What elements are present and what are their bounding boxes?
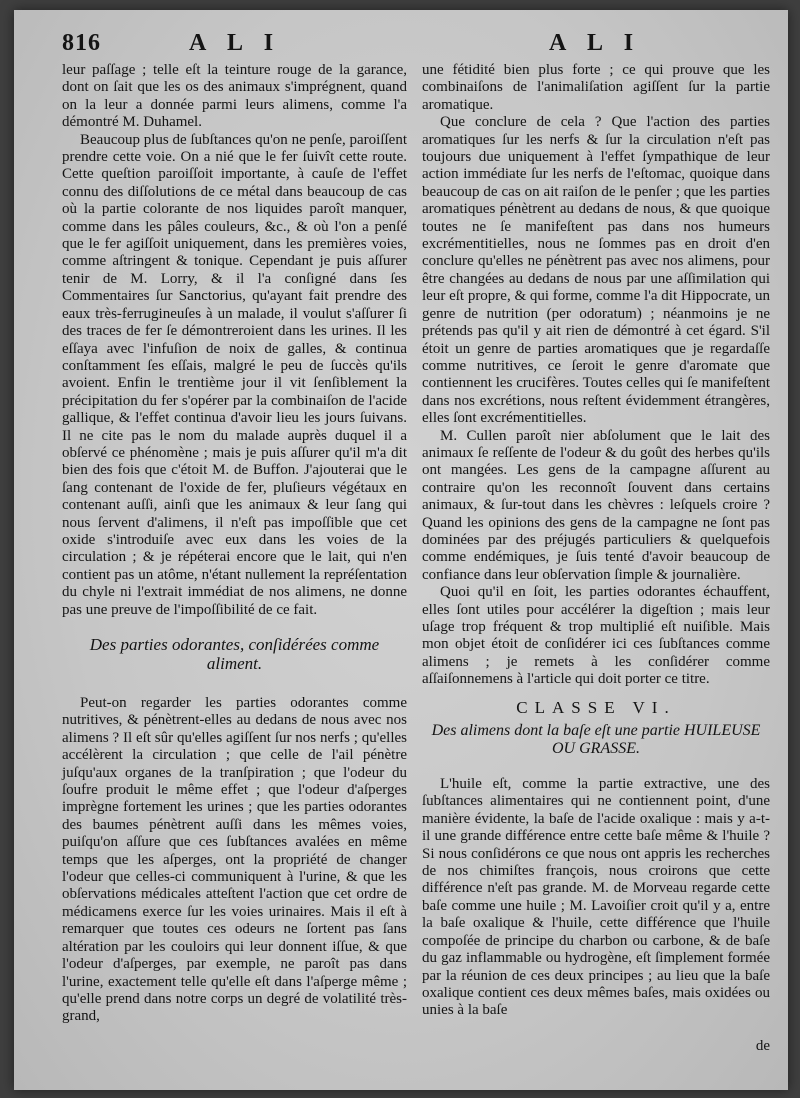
catchword: de [755,1038,770,1054]
page-number: 816 [62,30,101,56]
book-page [14,10,788,1090]
class-subtitle: Des alimens dont la baſe eſt une partie HUILEUSE OU GRASSE. [431,722,761,758]
paragraph: une fétidité bien plus forte ; ce qui prouve que les combinaiſons de l'animaliſation agiſſent ſur la partie aromatique. [422,62,770,113]
paragraph: L'huile eſt, comme la partie extractive, une des ſubſtances alimentaires qui ne contiennent point, d'une manière évidente, la baſe de l'acide oxalique : mais y a-t-il une grande différence entre cette baſe même & l'huile ? Si nous conſidérons ce que nous ont appris les recherches de nos chimiſtes françois, nous croirons que cette différence n'eſt pas grande. M. de Morveau regarde cette baſe comme une huile ; M. Lavoiſier croit qu'il y a, entre la baſe oxalique & l'huile, cette différence que l'huile compoſée de principe du charbon ou carbone, & de baſe du gaz inflammable ou hydrogène, eſt ſimplement formée par la réunion de ces deux principes ; au lieu que la baſe oxalique contient ces deux mêmes baſes, mais oxidées ou unies à la baſe [422,776,770,1019]
running-title-right: A L I [549,30,642,56]
paragraph: Beaucoup plus de ſubſtances qu'on ne penſe, paroiſſent prendre cette voie. On a nié que le fer ſuivît cette route. Cette queſtion paroiſſoit importante, à cauſe de l'effet connu des diſſolutions de ce métal dans beaucoup de cas où la partie colorante de nos liquides paroît manquer, comme dans les pâles couleurs, &c., & où l'on a penſé que le fer agiſſoit uniquement, dans les premières voies, comme aſtringent & tonique. Cependant je puis aſſurer tenir de M. Lorry, & il l'a conſigné dans ſes Commentaires ſur Sanctorius, qu'ayant fait prendre des eaux très-ferrugineuſes à un malade, il voulut s'aſſurer ſi des traces de fer ſe démontreroient dans les urines. Il les eſſaya avec l'infuſion de noix de galles, & continua conſtamment ſes eſſais, malgré le peu de ſuccès qu'ils avoient. Enfin le trentième jour il vit ſenſiblement la précipitation du fer s'opérer par la combinaiſon de l'acide gallique, & l'effet continua d'avoir lieu les jours ſuivans. Il ne cite pas le nom du malade auprès duquel il a obſervé ce phénomène ; mais je puis aſſurer qu'il m'a dit bien des fois que c'étoit M. de Buffon. J'ajouterai que le ſang contenant de l'oxide de fer, pluſieurs végétaux en contenant auſſi, ainſi que les animaux & leur ſang qui nous ſervent d'alimens, il n'eſt pas impoſſible que cet oxide s'introduiſe avec eux dans les voies de la circulation ; & je répéterai encore que le lait, qui n'en contient pas un atôme, n'étant nullement la repréſentation du chyle ni l'extrait immédiat de nos alimens, ne donne pas une preuve de l'impoſſibilité de ce fait. [62,131,407,618]
right-column [422,62,770,1020]
paragraph: M. Cullen paroît nier abſolument que le lait des animaux ſe reſſente de l'odeur & du goût des herbes qu'ils ont mangées. Les gens de la campagne aſſurent au contraire qu'on les reconnoît ſouvent dans certains animaux, & ſur-tout dans les chèvres : leſquels croire ? Quand les opinions des gens de la campagne ne ſont pas dominées par des préjugés particuliers & quelquefois comme endémiques, je ſuis tenté d'avoir beaucoup de confiance dans leur obſervation ſimple & journalière. [422,427,770,583]
paragraph: Que conclure de cela ? Que l'action des parties aromatiques ſur les nerfs & ſur la circulation n'eſt pas toujours due uniquement à l'effet ſympathique de leur action immédiate ſur les nerfs de l'eſtomac, quoique dans beaucoup de cas on ait raiſon de le penſer ; que les parties aromatiques pénètrent au dedans de nous, & que quoique toutes ne ſe manifeſtent pas dans nos humeurs excrémentitielles, nous ne ſommes pas en droit d'en conclure qu'elles ne pénètrent pas avec nos alimens, pour être changées au dedans de nous par une aſſimilation qui leur eſt propre, & qui forme, comme l'a dit Hippocrate, un genre de nutrition (per odoratum) ; néanmoins je ne prétends pas qu'il y ait rien de démontré à cet égard. S'il étoit un genre de parties aromatiques que je regardaſſe comme nutritives, ce ſeroit le genre d'aromate que contiennent les crucifères. Toutes celles qui ſe manifeſtent dans nos excrétions, nous reſtent évidemment étrangères, elles ſont excrémentitielles. [422,114,771,427]
left-column [62,62,407,1026]
paragraph: leur paſſage ; telle eſt la teinture rouge de la garance, dont on ſait que les os des animaux s'imprégnent, quand on la leur a donnée parmi leurs alimens, comme l'a démontré M. Duhamel. [62,62,407,131]
paragraph: Peut-on regarder les parties odorantes comme nutritives, & pénètrent-elles au dedans de nous avec nos alimens ? Il eſt sûr qu'elles agiſſent ſur nos nerfs ; qu'elles accélèrent la circulation ; que celle de l'ail pénètre juſqu'aux organes de la tranſpiration ; que l'odeur du ſoufre produit le même effet ; que l'odeur d'aſperges imprègne fortement les urines ; que les parties odorantes des baumes pénètrent auſſi dans les mêmes voies, puiſqu'on aſſure que ces ſubſtances avalées en même temps que les aſperges, ont la propriété de changer l'odeur que celles-ci communiquent à l'urine, & que les obſervations médicales atteſtent l'action que cet ordre de médicamens exerce ſur les voies urinaires. Mais il eſt à remarquer que toutes ces odeurs ne ſortent pas ſans altération par les couloirs qui leur donnent iſſue, & que l'odeur d'aſperges, par exemple, ne paroît pas dans l'urine, exactement telle qu'elle eſt dans l'aſperge même ; qu'elle prend dans notre corps un degré de volatilité très-grand, [62,695,407,1025]
section-title: Des parties odorantes, conſidérées comme aliment. [89,635,380,673]
running-title-left: A L I [189,30,282,56]
class-heading: CLASSE VI. [516,697,676,717]
paragraph: Quoi qu'il en ſoit, les parties odorantes échauffent, elles ſont utiles pour accélérer la digeſtion ; mais leur uſage trop fréquent & trop multiplié eſt nuiſible. Mais mon objet étoit de conſidérer ici ces ſubſtances comme alimens ; je remets à les conſidérer comme aſſaiſonnemens à l'article qui doit porter ce titre. [422,584,770,688]
